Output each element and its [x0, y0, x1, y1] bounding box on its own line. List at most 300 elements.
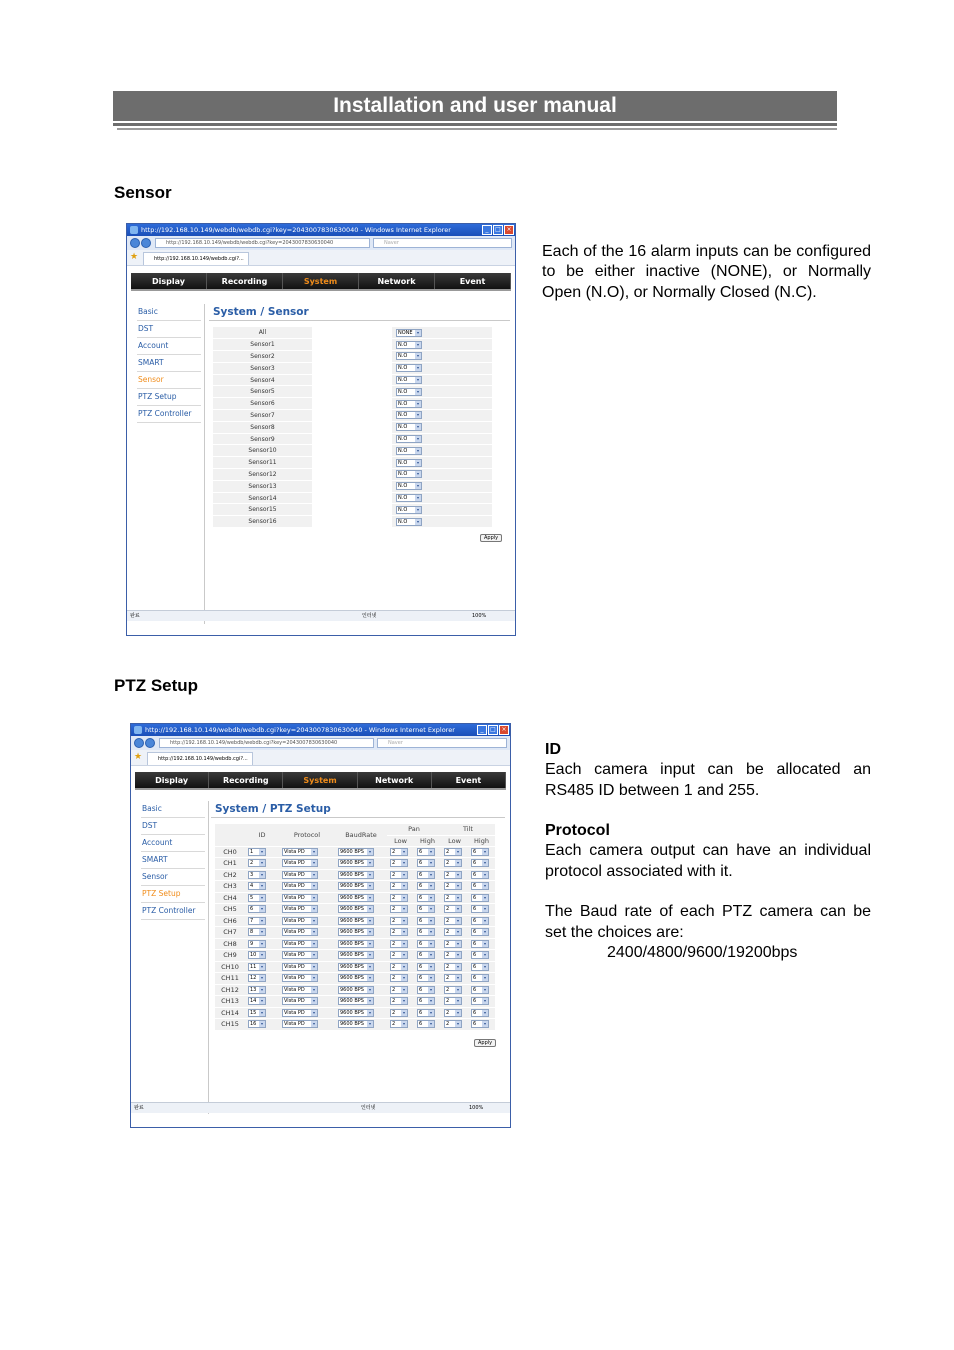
- chevron-down-icon[interactable]: ▾: [312, 883, 315, 889]
- chevron-down-icon[interactable]: ▾: [368, 848, 371, 854]
- baud-select[interactable]: [338, 859, 374, 867]
- baud-select[interactable]: [338, 940, 374, 948]
- menu-tab-recording[interactable]: Recording: [209, 772, 283, 788]
- protocol-select[interactable]: [282, 905, 318, 913]
- pan-low-select[interactable]: [390, 940, 408, 948]
- sensor-mode-select[interactable]: [396, 482, 422, 490]
- baud-select[interactable]: [338, 928, 374, 936]
- id-select[interactable]: [248, 871, 266, 879]
- chevron-down-icon[interactable]: ▾: [402, 1021, 405, 1027]
- sensor-mode-select[interactable]: [396, 364, 422, 372]
- chevron-down-icon[interactable]: ▾: [429, 894, 432, 900]
- chevron-down-icon[interactable]: ▾: [312, 998, 315, 1004]
- pan-high-select[interactable]: [417, 859, 435, 867]
- chevron-down-icon[interactable]: ▾: [368, 975, 371, 981]
- protocol-select[interactable]: [282, 951, 318, 959]
- menu-tab-event[interactable]: Event: [432, 772, 506, 788]
- chevron-down-icon[interactable]: ▾: [416, 341, 419, 347]
- back-icon[interactable]: [134, 738, 144, 748]
- menu-tab-recording[interactable]: Recording: [207, 273, 283, 289]
- chevron-down-icon[interactable]: ▾: [456, 975, 459, 981]
- chevron-down-icon[interactable]: ▾: [368, 906, 371, 912]
- sidebar-item-sensor[interactable]: Sensor: [141, 869, 205, 886]
- chevron-down-icon[interactable]: ▾: [456, 1009, 459, 1015]
- tilt-low-select[interactable]: [444, 917, 462, 925]
- chevron-down-icon[interactable]: ▾: [312, 860, 315, 866]
- tilt-low-select[interactable]: [444, 882, 462, 890]
- sidebar-item-smart[interactable]: SMART: [141, 852, 205, 869]
- chevron-down-icon[interactable]: ▾: [260, 986, 263, 992]
- sidebar-item-smart[interactable]: SMART: [137, 355, 201, 372]
- tilt-high-select[interactable]: [471, 1020, 489, 1028]
- menu-tab-display[interactable]: Display: [135, 772, 209, 788]
- chevron-down-icon[interactable]: ▾: [456, 894, 459, 900]
- sensor-mode-select[interactable]: [396, 400, 422, 408]
- sensor-mode-select[interactable]: [396, 423, 422, 431]
- chevron-down-icon[interactable]: ▾: [429, 860, 432, 866]
- sensor-mode-select[interactable]: [396, 470, 422, 478]
- chevron-down-icon[interactable]: ▾: [260, 963, 263, 969]
- pan-low-select[interactable]: [390, 1020, 408, 1028]
- protocol-select[interactable]: [282, 986, 318, 994]
- chevron-down-icon[interactable]: ▾: [260, 894, 263, 900]
- baud-select[interactable]: [338, 871, 374, 879]
- baud-select[interactable]: [338, 882, 374, 890]
- chevron-down-icon[interactable]: ▾: [456, 883, 459, 889]
- id-select[interactable]: [248, 940, 266, 948]
- chevron-down-icon[interactable]: ▾: [368, 883, 371, 889]
- protocol-select[interactable]: [282, 1020, 318, 1028]
- sidebar-item-basic[interactable]: Basic: [137, 304, 201, 321]
- chevron-down-icon[interactable]: ▾: [483, 952, 486, 958]
- chevron-down-icon[interactable]: ▾: [483, 906, 486, 912]
- chevron-down-icon[interactable]: ▾: [429, 883, 432, 889]
- chevron-down-icon[interactable]: ▾: [456, 917, 459, 923]
- pan-low-select[interactable]: [390, 905, 408, 913]
- pan-low-select[interactable]: [390, 894, 408, 902]
- baud-select[interactable]: [338, 848, 374, 856]
- tilt-low-select[interactable]: [444, 859, 462, 867]
- pan-low-select[interactable]: [390, 986, 408, 994]
- address-input[interactable]: http://192.168.10.149/webdb/webdb.cgi?key=2043007830630040: [159, 738, 374, 748]
- chevron-down-icon[interactable]: ▾: [483, 883, 486, 889]
- status-zoom[interactable]: 100%: [469, 1105, 484, 1111]
- id-select[interactable]: [248, 928, 266, 936]
- pan-low-select[interactable]: [390, 882, 408, 890]
- chevron-down-icon[interactable]: ▾: [260, 929, 263, 935]
- chevron-down-icon[interactable]: ▾: [416, 506, 419, 512]
- protocol-select[interactable]: [282, 997, 318, 1005]
- favorites-star-icon[interactable]: ★: [130, 252, 139, 262]
- chevron-down-icon[interactable]: ▾: [312, 906, 315, 912]
- pan-high-select[interactable]: [417, 997, 435, 1005]
- id-select[interactable]: [248, 1009, 266, 1017]
- chevron-down-icon[interactable]: ▾: [402, 906, 405, 912]
- menu-tab-system[interactable]: System: [283, 273, 359, 289]
- tilt-high-select[interactable]: [471, 917, 489, 925]
- chevron-down-icon[interactable]: ▾: [402, 986, 405, 992]
- tilt-high-select[interactable]: [471, 951, 489, 959]
- chevron-down-icon[interactable]: ▾: [312, 963, 315, 969]
- chevron-down-icon[interactable]: ▾: [402, 848, 405, 854]
- tilt-high-select[interactable]: [471, 848, 489, 856]
- chevron-down-icon[interactable]: ▾: [368, 940, 371, 946]
- chevron-down-icon[interactable]: ▾: [402, 860, 405, 866]
- chevron-down-icon[interactable]: ▾: [260, 1021, 263, 1027]
- id-select[interactable]: [248, 963, 266, 971]
- tilt-low-select[interactable]: [444, 871, 462, 879]
- menu-tab-network[interactable]: Network: [358, 772, 432, 788]
- chevron-down-icon[interactable]: ▾: [429, 940, 432, 946]
- protocol-select[interactable]: [282, 859, 318, 867]
- chevron-down-icon[interactable]: ▾: [483, 975, 486, 981]
- chevron-down-icon[interactable]: ▾: [456, 986, 459, 992]
- chevron-down-icon[interactable]: ▾: [260, 860, 263, 866]
- chevron-down-icon[interactable]: ▾: [456, 952, 459, 958]
- baud-select[interactable]: [338, 963, 374, 971]
- sidebar-item-dst[interactable]: DST: [141, 818, 205, 835]
- chevron-down-icon[interactable]: ▾: [456, 963, 459, 969]
- chevron-down-icon[interactable]: ▾: [483, 986, 486, 992]
- menu-tab-display[interactable]: Display: [131, 273, 207, 289]
- chevron-down-icon[interactable]: ▾: [456, 860, 459, 866]
- chevron-down-icon[interactable]: ▾: [416, 388, 419, 394]
- baud-select[interactable]: [338, 951, 374, 959]
- chevron-down-icon[interactable]: ▾: [416, 377, 419, 383]
- chevron-down-icon[interactable]: ▾: [368, 963, 371, 969]
- chevron-down-icon[interactable]: ▾: [312, 917, 315, 923]
- close-icon[interactable]: ×: [504, 225, 514, 235]
- tilt-low-select[interactable]: [444, 951, 462, 959]
- protocol-select[interactable]: [282, 1009, 318, 1017]
- sensor-mode-select[interactable]: [396, 459, 422, 467]
- id-select[interactable]: [248, 848, 266, 856]
- chevron-down-icon[interactable]: ▾: [416, 471, 419, 477]
- search-input[interactable]: Naver: [373, 238, 512, 248]
- protocol-select[interactable]: [282, 963, 318, 971]
- chevron-down-icon[interactable]: ▾: [260, 940, 263, 946]
- chevron-down-icon[interactable]: ▾: [312, 1009, 315, 1015]
- chevron-down-icon[interactable]: ▾: [260, 998, 263, 1004]
- pan-high-select[interactable]: [417, 940, 435, 948]
- chevron-down-icon[interactable]: ▾: [402, 952, 405, 958]
- chevron-down-icon[interactable]: ▾: [429, 1009, 432, 1015]
- chevron-down-icon[interactable]: ▾: [402, 894, 405, 900]
- id-select[interactable]: [248, 894, 266, 902]
- chevron-down-icon[interactable]: ▾: [416, 365, 419, 371]
- pan-high-select[interactable]: [417, 917, 435, 925]
- tilt-low-select[interactable]: [444, 905, 462, 913]
- chevron-down-icon[interactable]: ▾: [368, 1021, 371, 1027]
- baud-select[interactable]: [338, 997, 374, 1005]
- protocol-select[interactable]: [282, 974, 318, 982]
- pan-high-select[interactable]: [417, 882, 435, 890]
- maximize-icon[interactable]: □: [488, 725, 498, 735]
- chevron-down-icon[interactable]: ▾: [416, 412, 419, 418]
- chevron-down-icon[interactable]: ▾: [260, 883, 263, 889]
- menu-tab-event[interactable]: Event: [435, 273, 511, 289]
- sensor-mode-select[interactable]: [396, 352, 422, 360]
- chevron-down-icon[interactable]: ▾: [402, 940, 405, 946]
- chevron-down-icon[interactable]: ▾: [483, 940, 486, 946]
- pan-low-select[interactable]: [390, 917, 408, 925]
- chevron-down-icon[interactable]: ▾: [260, 1009, 263, 1015]
- chevron-down-icon[interactable]: ▾: [368, 894, 371, 900]
- sidebar-item-ptz-controller[interactable]: PTZ Controller: [141, 903, 205, 920]
- chevron-down-icon[interactable]: ▾: [416, 483, 419, 489]
- chevron-down-icon[interactable]: ▾: [368, 917, 371, 923]
- chevron-down-icon[interactable]: ▾: [429, 952, 432, 958]
- pan-low-select[interactable]: [390, 963, 408, 971]
- sensor-mode-select[interactable]: [396, 411, 422, 419]
- tilt-low-select[interactable]: [444, 894, 462, 902]
- baud-select[interactable]: [338, 1009, 374, 1017]
- chevron-down-icon[interactable]: ▾: [429, 906, 432, 912]
- id-select[interactable]: [248, 917, 266, 925]
- chevron-down-icon[interactable]: ▾: [429, 929, 432, 935]
- baud-select[interactable]: [338, 986, 374, 994]
- sensor-mode-select[interactable]: [396, 518, 422, 526]
- chevron-down-icon[interactable]: ▾: [483, 1009, 486, 1015]
- pan-low-select[interactable]: [390, 848, 408, 856]
- chevron-down-icon[interactable]: ▾: [429, 1021, 432, 1027]
- pan-high-select[interactable]: [417, 871, 435, 879]
- sensor-mode-select[interactable]: [396, 329, 422, 337]
- chevron-down-icon[interactable]: ▾: [416, 518, 419, 524]
- protocol-select[interactable]: [282, 940, 318, 948]
- chevron-down-icon[interactable]: ▾: [368, 952, 371, 958]
- protocol-select[interactable]: [282, 882, 318, 890]
- baud-select[interactable]: [338, 917, 374, 925]
- menu-tab-system[interactable]: System: [283, 772, 357, 788]
- chevron-down-icon[interactable]: ▾: [260, 848, 263, 854]
- sidebar-item-dst[interactable]: DST: [137, 321, 201, 338]
- favorites-star-icon[interactable]: ★: [134, 752, 143, 762]
- sensor-mode-select[interactable]: [396, 341, 422, 349]
- id-select[interactable]: [248, 997, 266, 1005]
- forward-icon[interactable]: [141, 238, 151, 248]
- chevron-down-icon[interactable]: ▾: [416, 353, 419, 359]
- apply-button[interactable]: Apply: [480, 534, 502, 542]
- pan-low-select[interactable]: [390, 997, 408, 1005]
- baud-select[interactable]: [338, 974, 374, 982]
- chevron-down-icon[interactable]: ▾: [429, 871, 432, 877]
- chevron-down-icon[interactable]: ▾: [260, 871, 263, 877]
- chevron-down-icon[interactable]: ▾: [368, 1009, 371, 1015]
- protocol-select[interactable]: [282, 894, 318, 902]
- minimize-icon[interactable]: _: [482, 225, 492, 235]
- chevron-down-icon[interactable]: ▾: [456, 871, 459, 877]
- tilt-high-select[interactable]: [471, 905, 489, 913]
- chevron-down-icon[interactable]: ▾: [402, 883, 405, 889]
- sensor-mode-select[interactable]: [396, 506, 422, 514]
- chevron-down-icon[interactable]: ▾: [416, 447, 419, 453]
- chevron-down-icon[interactable]: ▾: [260, 906, 263, 912]
- chevron-down-icon[interactable]: ▾: [483, 860, 486, 866]
- chevron-down-icon[interactable]: ▾: [312, 871, 315, 877]
- chevron-down-icon[interactable]: ▾: [416, 400, 419, 406]
- tilt-low-select[interactable]: [444, 997, 462, 1005]
- tilt-low-select[interactable]: [444, 974, 462, 982]
- chevron-down-icon[interactable]: ▾: [483, 848, 486, 854]
- chevron-down-icon[interactable]: ▾: [456, 906, 459, 912]
- protocol-select[interactable]: [282, 917, 318, 925]
- tilt-low-select[interactable]: [444, 848, 462, 856]
- tilt-low-select[interactable]: [444, 963, 462, 971]
- sidebar-item-account[interactable]: Account: [141, 835, 205, 852]
- tilt-high-select[interactable]: [471, 928, 489, 936]
- pan-high-select[interactable]: [417, 905, 435, 913]
- tilt-high-select[interactable]: [471, 963, 489, 971]
- menu-tab-network[interactable]: Network: [359, 273, 435, 289]
- pan-high-select[interactable]: [417, 928, 435, 936]
- tilt-high-select[interactable]: [471, 1009, 489, 1017]
- chevron-down-icon[interactable]: ▾: [416, 424, 419, 430]
- chevron-down-icon[interactable]: ▾: [312, 848, 315, 854]
- chevron-down-icon[interactable]: ▾: [429, 963, 432, 969]
- tilt-high-select[interactable]: [471, 940, 489, 948]
- chevron-down-icon[interactable]: ▾: [312, 1021, 315, 1027]
- chevron-down-icon[interactable]: ▾: [429, 986, 432, 992]
- back-icon[interactable]: [130, 238, 140, 248]
- chevron-down-icon[interactable]: ▾: [402, 929, 405, 935]
- id-select[interactable]: [248, 974, 266, 982]
- chevron-down-icon[interactable]: ▾: [429, 848, 432, 854]
- chevron-down-icon[interactable]: ▾: [483, 963, 486, 969]
- browser-tab[interactable]: http://192.168.10.149/webdb.cgi?...: [143, 252, 249, 265]
- tilt-high-select[interactable]: [471, 859, 489, 867]
- pan-high-select[interactable]: [417, 1009, 435, 1017]
- forward-icon[interactable]: [145, 738, 155, 748]
- id-select[interactable]: [248, 951, 266, 959]
- baud-select[interactable]: [338, 1020, 374, 1028]
- pan-low-select[interactable]: [390, 951, 408, 959]
- chevron-down-icon[interactable]: ▾: [429, 975, 432, 981]
- tilt-high-select[interactable]: [471, 986, 489, 994]
- minimize-icon[interactable]: _: [477, 725, 487, 735]
- chevron-down-icon[interactable]: ▾: [456, 929, 459, 935]
- tilt-low-select[interactable]: [444, 928, 462, 936]
- chevron-down-icon[interactable]: ▾: [312, 952, 315, 958]
- tilt-low-select[interactable]: [444, 940, 462, 948]
- pan-high-select[interactable]: [417, 963, 435, 971]
- tilt-high-select[interactable]: [471, 871, 489, 879]
- sidebar-item-ptz-controller[interactable]: PTZ Controller: [137, 406, 201, 423]
- chevron-down-icon[interactable]: ▾: [312, 986, 315, 992]
- tilt-high-select[interactable]: [471, 894, 489, 902]
- chevron-down-icon[interactable]: ▾: [312, 929, 315, 935]
- sensor-mode-select[interactable]: [396, 388, 422, 396]
- chevron-down-icon[interactable]: ▾: [416, 495, 419, 501]
- chevron-down-icon[interactable]: ▾: [402, 917, 405, 923]
- chevron-down-icon[interactable]: ▾: [312, 940, 315, 946]
- search-input[interactable]: Naver: [377, 738, 507, 748]
- chevron-down-icon[interactable]: ▾: [368, 929, 371, 935]
- chevron-down-icon[interactable]: ▾: [429, 917, 432, 923]
- pan-low-select[interactable]: [390, 928, 408, 936]
- chevron-down-icon[interactable]: ▾: [260, 917, 263, 923]
- chevron-down-icon[interactable]: ▾: [456, 940, 459, 946]
- chevron-down-icon[interactable]: ▾: [402, 998, 405, 1004]
- pan-low-select[interactable]: [390, 1009, 408, 1017]
- close-icon[interactable]: ×: [499, 725, 509, 735]
- status-zoom[interactable]: 100%: [472, 613, 487, 619]
- sidebar-item-sensor[interactable]: Sensor: [137, 372, 201, 389]
- sidebar-item-ptz-setup[interactable]: PTZ Setup: [137, 389, 201, 406]
- pan-high-select[interactable]: [417, 974, 435, 982]
- chevron-down-icon[interactable]: ▾: [368, 860, 371, 866]
- chevron-down-icon[interactable]: ▾: [402, 975, 405, 981]
- pan-low-select[interactable]: [390, 859, 408, 867]
- tilt-low-select[interactable]: [444, 1020, 462, 1028]
- sensor-mode-select[interactable]: [396, 447, 422, 455]
- chevron-down-icon[interactable]: ▾: [483, 1021, 486, 1027]
- sensor-mode-select[interactable]: [396, 376, 422, 384]
- tilt-low-select[interactable]: [444, 1009, 462, 1017]
- chevron-down-icon[interactable]: ▾: [402, 871, 405, 877]
- chevron-down-icon[interactable]: ▾: [402, 963, 405, 969]
- sidebar-item-basic[interactable]: Basic: [141, 801, 205, 818]
- tilt-high-select[interactable]: [471, 974, 489, 982]
- chevron-down-icon[interactable]: ▾: [483, 871, 486, 877]
- chevron-down-icon[interactable]: ▾: [368, 986, 371, 992]
- chevron-down-icon[interactable]: ▾: [483, 917, 486, 923]
- chevron-down-icon[interactable]: ▾: [483, 929, 486, 935]
- pan-low-select[interactable]: [390, 974, 408, 982]
- pan-high-select[interactable]: [417, 848, 435, 856]
- tilt-high-select[interactable]: [471, 882, 489, 890]
- sidebar-item-ptz-setup[interactable]: PTZ Setup: [141, 886, 205, 903]
- sidebar-item-account[interactable]: Account: [137, 338, 201, 355]
- chevron-down-icon[interactable]: ▾: [416, 436, 419, 442]
- address-input[interactable]: http://192.168.10.149/webdb/webdb.cgi?key=2043007830630040: [155, 238, 370, 248]
- sensor-mode-select[interactable]: [396, 494, 422, 502]
- pan-high-select[interactable]: [417, 1020, 435, 1028]
- baud-select[interactable]: [338, 894, 374, 902]
- id-select[interactable]: [248, 1020, 266, 1028]
- chevron-down-icon[interactable]: ▾: [456, 1021, 459, 1027]
- chevron-down-icon[interactable]: ▾: [456, 848, 459, 854]
- protocol-select[interactable]: [282, 848, 318, 856]
- id-select[interactable]: [248, 905, 266, 913]
- id-select[interactable]: [248, 859, 266, 867]
- pan-low-select[interactable]: [390, 871, 408, 879]
- chevron-down-icon[interactable]: ▾: [416, 459, 419, 465]
- maximize-icon[interactable]: □: [493, 225, 503, 235]
- chevron-down-icon[interactable]: ▾: [368, 998, 371, 1004]
- chevron-down-icon[interactable]: ▾: [483, 998, 486, 1004]
- chevron-down-icon[interactable]: ▾: [429, 998, 432, 1004]
- chevron-down-icon[interactable]: ▾: [312, 894, 315, 900]
- id-select[interactable]: [248, 986, 266, 994]
- chevron-down-icon[interactable]: ▾: [483, 894, 486, 900]
- chevron-down-icon[interactable]: ▾: [456, 998, 459, 1004]
- apply-button[interactable]: Apply: [474, 1039, 496, 1047]
- baud-select[interactable]: [338, 905, 374, 913]
- id-select[interactable]: [248, 882, 266, 890]
- browser-tab[interactable]: http://192.168.10.149/webdb.cgi?...: [147, 752, 253, 765]
- chevron-down-icon[interactable]: ▾: [260, 952, 263, 958]
- protocol-select[interactable]: [282, 928, 318, 936]
- chevron-down-icon[interactable]: ▾: [312, 975, 315, 981]
- tilt-high-select[interactable]: [471, 997, 489, 1005]
- pan-high-select[interactable]: [417, 951, 435, 959]
- pan-high-select[interactable]: [417, 986, 435, 994]
- chevron-down-icon[interactable]: ▾: [368, 871, 371, 877]
- pan-high-select[interactable]: [417, 894, 435, 902]
- protocol-select[interactable]: [282, 871, 318, 879]
- sensor-mode-select[interactable]: [396, 435, 422, 443]
